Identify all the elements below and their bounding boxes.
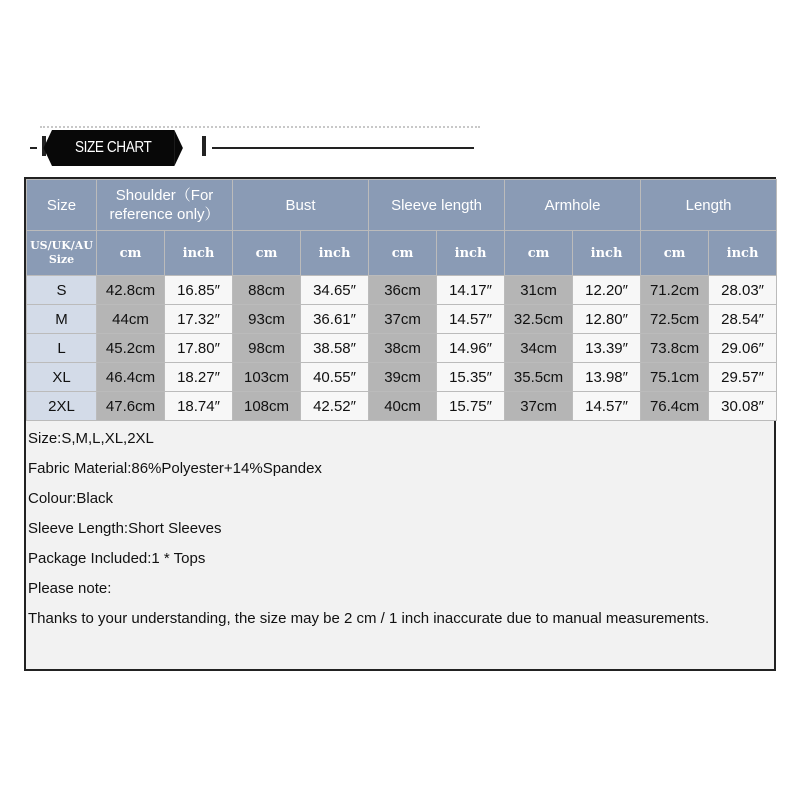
bust-inch-cell: 38.58″ — [301, 334, 369, 363]
note-line: Size:S,M,L,XL,2XL — [28, 430, 154, 447]
unit-inch: inch — [573, 231, 641, 276]
shoulder-cm-cell: 46.4cm — [97, 363, 165, 392]
bust-cm-cell: 103cm — [233, 363, 301, 392]
unit-inch: inch — [165, 231, 233, 276]
unit-row — [27, 231, 777, 276]
size-cell: 2XL — [27, 392, 97, 421]
shoulder-cm-cell: 45.2cm — [97, 334, 165, 363]
length-inch-cell: 29.57″ — [709, 363, 777, 392]
size-table — [26, 179, 777, 421]
shoulder-cm-cell: 47.6cm — [97, 392, 165, 421]
armhole-cm-cell: 37cm — [505, 392, 573, 421]
table-row — [27, 276, 777, 305]
armhole-inch-cell: 12.20″ — [573, 276, 641, 305]
armhole-inch-cell: 13.39″ — [573, 334, 641, 363]
bust-cm-cell: 88cm — [233, 276, 301, 305]
shoulder-cm-cell: 44cm — [97, 305, 165, 334]
col-bust-header: Bust — [233, 180, 369, 231]
unit-size-label: US/UK/AU Size — [27, 231, 97, 276]
col-shoulder-header: Shoulder（For reference only） — [97, 180, 233, 231]
sleeve-inch-cell: 14.57″ — [437, 305, 505, 334]
shoulder-inch-cell: 16.85″ — [165, 276, 233, 305]
length-cm-cell: 75.1cm — [641, 363, 709, 392]
note-line: Colour:Black — [28, 490, 114, 507]
bust-cm-cell: 108cm — [233, 392, 301, 421]
length-inch-cell: 28.03″ — [709, 276, 777, 305]
bust-inch-cell: 40.55″ — [301, 363, 369, 392]
table-row — [27, 392, 777, 421]
armhole-inch-cell: 14.57″ — [573, 392, 641, 421]
table-row — [27, 363, 777, 392]
armhole-inch-cell: 12.80″ — [573, 305, 641, 334]
shoulder-inch-cell: 17.32″ — [165, 305, 233, 334]
length-inch-cell: 28.54″ — [709, 305, 777, 334]
length-cm-cell: 71.2cm — [641, 276, 709, 305]
note-line: Thanks to your understanding, the size may be 2 cm / 1 inch inaccurate due to manual measurements. — [28, 610, 710, 627]
armhole-cm-cell: 34cm — [505, 334, 573, 363]
sleeve-inch-cell: 14.96″ — [437, 334, 505, 363]
length-cm-cell: 72.5cm — [641, 305, 709, 334]
unit-cm: cm — [233, 231, 301, 276]
length-inch-cell: 30.08″ — [709, 392, 777, 421]
size-cell: L — [27, 334, 97, 363]
size-cell: S — [27, 276, 97, 305]
col-sleeve-header: Sleeve length — [369, 180, 505, 231]
unit-cm: cm — [97, 231, 165, 276]
shoulder-inch-cell: 18.74″ — [165, 392, 233, 421]
unit-inch: inch — [301, 231, 369, 276]
armhole-inch-cell: 13.98″ — [573, 363, 641, 392]
bust-inch-cell: 42.52″ — [301, 392, 369, 421]
header-row — [27, 180, 777, 231]
shoulder-inch-cell: 17.80″ — [165, 334, 233, 363]
sleeve-cm-cell: 37cm — [369, 305, 437, 334]
size-chart-panel — [24, 177, 776, 671]
unit-inch: inch — [709, 231, 777, 276]
title-dash-left — [30, 147, 37, 149]
note-line: Sleeve Length:Short Sleeves — [28, 520, 222, 537]
length-inch-cell: 29.06″ — [709, 334, 777, 363]
size-cell: XL — [27, 363, 97, 392]
note-line: Package Included:1 * Tops — [28, 550, 206, 567]
product-notes — [26, 421, 774, 634]
unit-cm: cm — [505, 231, 573, 276]
unit-cm: cm — [641, 231, 709, 276]
col-armhole-header: Armhole — [505, 180, 641, 231]
col-size-header: Size — [27, 180, 97, 231]
sleeve-inch-cell: 15.35″ — [437, 363, 505, 392]
note-line: Fabric Material:86%Polyester+14%Spandex — [28, 460, 322, 477]
sleeve-cm-cell: 39cm — [369, 363, 437, 392]
length-cm-cell: 73.8cm — [641, 334, 709, 363]
shoulder-inch-cell: 18.27″ — [165, 363, 233, 392]
sleeve-inch-cell: 14.17″ — [437, 276, 505, 305]
col-length-header: Length — [641, 180, 777, 231]
sleeve-cm-cell: 38cm — [369, 334, 437, 363]
armhole-cm-cell: 35.5cm — [505, 363, 573, 392]
title-banner — [0, 128, 800, 168]
table-row — [27, 305, 777, 334]
unit-inch: inch — [437, 231, 505, 276]
length-cm-cell: 76.4cm — [641, 392, 709, 421]
sleeve-inch-cell: 15.75″ — [437, 392, 505, 421]
sleeve-cm-cell: 36cm — [369, 276, 437, 305]
bust-inch-cell: 36.61″ — [301, 305, 369, 334]
shoulder-cm-cell: 42.8cm — [97, 276, 165, 305]
size-chart-title: SIZE CHART — [52, 130, 174, 166]
unit-cm: cm — [369, 231, 437, 276]
title-rule-line — [212, 147, 474, 149]
table-row — [27, 334, 777, 363]
bust-cm-cell: 93cm — [233, 305, 301, 334]
armhole-cm-cell: 32.5cm — [505, 305, 573, 334]
armhole-cm-cell: 31cm — [505, 276, 573, 305]
bust-cm-cell: 98cm — [233, 334, 301, 363]
sleeve-cm-cell: 40cm — [369, 392, 437, 421]
bust-inch-cell: 34.65″ — [301, 276, 369, 305]
note-line: Please note: — [28, 580, 112, 597]
size-cell: M — [27, 305, 97, 334]
size-rows — [27, 276, 777, 421]
title-bar-right — [202, 136, 206, 156]
